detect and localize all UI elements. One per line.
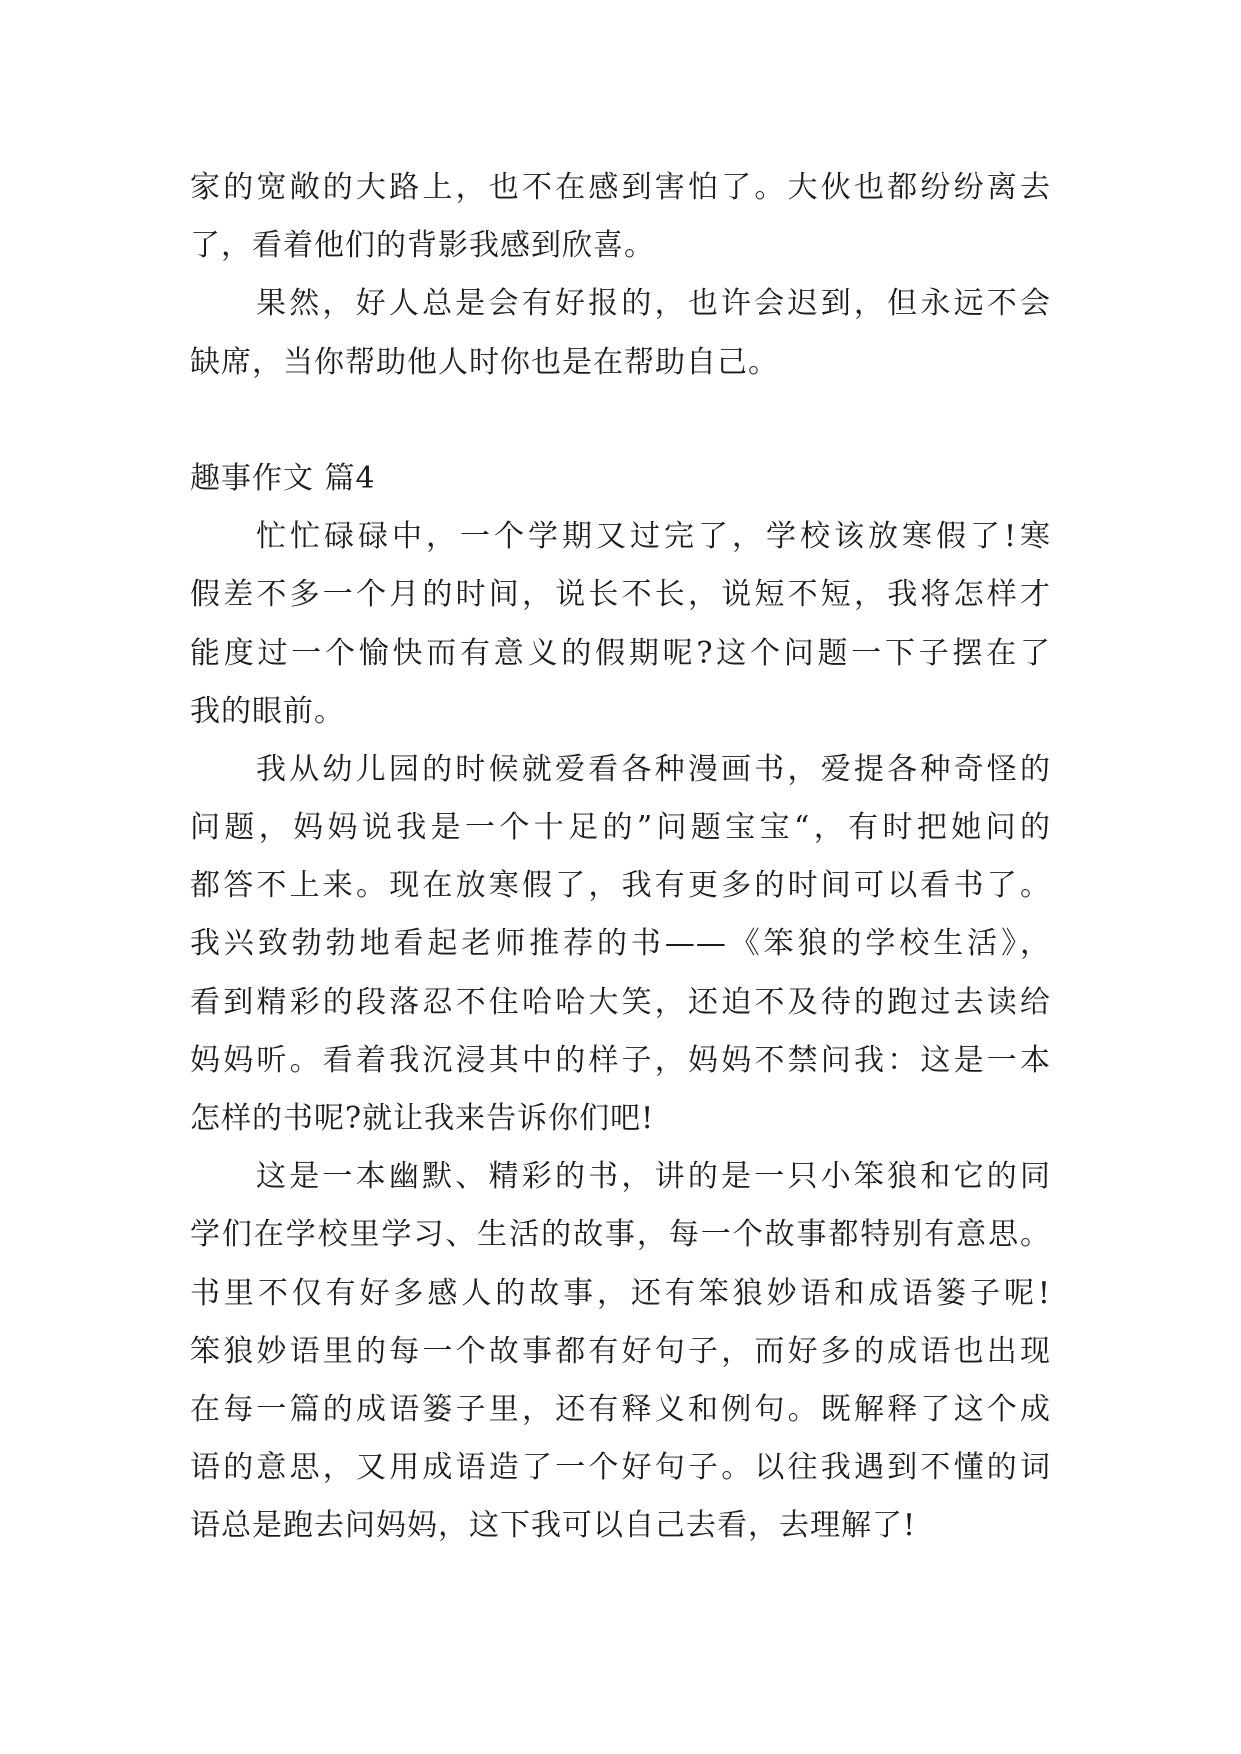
text-line: 我的眼前。 <box>190 693 345 729</box>
text-line: 果然，好人总是会有好报的，也许会迟到，但永远不会 <box>256 286 1051 322</box>
section-heading: 趣事作文 篇4 <box>190 460 376 496</box>
text-line: 忙忙碌碌中，一个学期又过完了，学校该放寒假了!寒 <box>256 519 1051 555</box>
text-line: 书里不仅有好多感人的故事，还有笨狼妙语和成语篓子呢! <box>190 1275 1051 1311</box>
text-line: 语总是跑去问妈妈，这下我可以自己去看，去理解了! <box>190 1508 917 1544</box>
text-line: 学们在学校里学习、生活的故事，每一个故事都特别有意思。 <box>190 1217 1051 1253</box>
text-line: 妈妈听。看着我沉浸其中的样子，妈妈不禁问我：这是一本 <box>190 1042 1051 1078</box>
paragraph <box>190 741 1051 1148</box>
text-line: 假差不多一个月的时间，说长不长，说短不短，我将怎样才 <box>190 577 1051 613</box>
paragraph <box>190 508 1051 741</box>
text-line: 了，看着他们的背影我感到欣喜。 <box>190 228 655 264</box>
paragraph-continued <box>190 159 1051 275</box>
text-line: 家的宽敞的大路上，也不在感到害怕了。大伙也都纷纷离去 <box>190 170 1051 205</box>
text-line: 这是一本幽默、精彩的书，讲的是一只小笨狼和它的同 <box>256 1159 1051 1195</box>
text-line: 怎样的书呢?就让我来告诉你们吧! <box>190 1101 655 1136</box>
text-line: 都答不上来。现在放寒假了，我有更多的时间可以看书了。 <box>190 868 1051 904</box>
text-line: 我兴致勃勃地看起老师推荐的书——《笨狼的学校生活》， <box>190 926 1051 962</box>
text-line: 缺席，当你帮助他人时你也是在帮助自己。 <box>190 344 779 380</box>
text-line: 语的意思，又用成语造了一个好句子。以往我遇到不懂的词 <box>190 1450 1051 1486</box>
text-line: 看到精彩的段落忍不住哈哈大笑，还迫不及待的跑过去读给 <box>190 984 1051 1020</box>
text-line: 笨狼妙语里的每一个故事都有好句子，而好多的成语也出现 <box>190 1333 1051 1369</box>
paragraph <box>190 1148 1051 1555</box>
text-line: 我从幼儿园的时候就爱看各种漫画书，爱提各种奇怪的 <box>256 751 1051 787</box>
text-line: 在每一篇的成语篓子里，还有释义和例句。既解释了这个成 <box>190 1391 1051 1427</box>
text-line: 问题，妈妈说我是一个十足的”问题宝宝“，有时把她问的 <box>190 810 1051 846</box>
text-line: 能度过一个愉快而有意义的假期呢?这个问题一下子摆在了 <box>190 635 1051 671</box>
paragraph <box>190 275 1051 391</box>
document-body <box>190 159 1051 1556</box>
